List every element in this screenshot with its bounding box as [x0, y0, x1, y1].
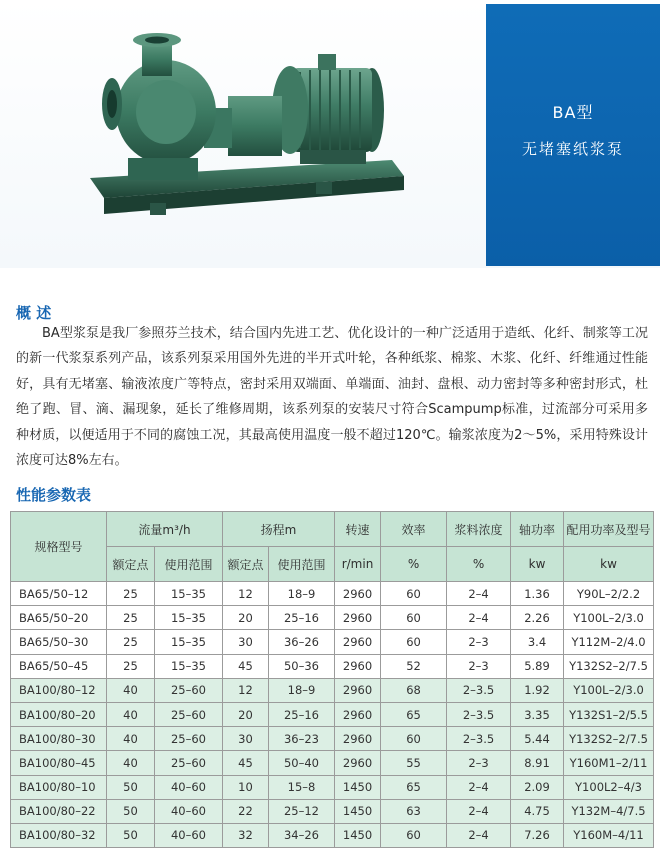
pump-photo: [0, 0, 486, 268]
table-row: [11, 606, 654, 630]
cell-flow-range: 40–60: [155, 799, 223, 823]
cell-model: BA100/80–32: [11, 823, 107, 847]
cell-motor: Y132M–4/7.5: [564, 799, 654, 823]
header-motor: 配用功率及型号: [564, 512, 654, 547]
cell-flow-range: 25–60: [155, 678, 223, 702]
cell-efficiency: 60: [381, 606, 447, 630]
cell-concentration: 2–4: [447, 606, 511, 630]
overview-paragraph: BA型浆泵是我厂参照芬兰技术，结合国内先进工艺、优化设计的一种广泛适用于造纸、化纤、制浆等工况的新一代浆泵系列产品，该系列泵采用国外先进的半开式叶轮，各种纸浆、棉浆、木浆、化纤、纤维通过性能好，具有无堵塞、输液浓度广等特点，密封采用双端面、单端面、油封、盘根、动力密封等多种密封形式，杜绝了跑、冒、滴、漏现象，延长了维修周期，该系列泵的安装尺寸符合Scampump标准，过流部分可采用多种材质，以便适用于不同的腐蚀工况，其最高使用温度一般不超过120℃。输浆浓度为2～5%，采用特殊设计浓度可达8%左右。: [16, 326, 648, 469]
cell-speed: 2960: [335, 606, 381, 630]
cell-concentration: 2–3: [447, 654, 511, 678]
cell-efficiency: 63: [381, 799, 447, 823]
cell-head-rated: 30: [223, 630, 269, 654]
cell-head-rated: 45: [223, 654, 269, 678]
cell-speed: 1450: [335, 799, 381, 823]
cell-head-range: 25–16: [269, 606, 335, 630]
cell-flow-range: 15–35: [155, 606, 223, 630]
cell-speed: 2960: [335, 654, 381, 678]
cell-model: BA100/80–20: [11, 702, 107, 726]
cell-shaft-power: 3.4: [511, 630, 564, 654]
table-row: [11, 727, 654, 751]
header-shaft-power-unit: kw: [511, 547, 564, 582]
header-speed: 转速: [335, 512, 381, 547]
header-efficiency-unit: %: [381, 547, 447, 582]
cell-concentration: 2–3: [447, 751, 511, 775]
table-header-row-1: [11, 512, 654, 547]
cell-concentration: 2–4: [447, 775, 511, 799]
cell-shaft-power: 2.09: [511, 775, 564, 799]
cell-flow-rated: 25: [107, 654, 155, 678]
header-speed-unit: r/min: [335, 547, 381, 582]
header-efficiency: 效率: [381, 512, 447, 547]
cell-model: BA100/80–30: [11, 727, 107, 751]
performance-table-container: [10, 511, 653, 848]
table-body: [11, 582, 654, 848]
cell-head-range: 25–16: [269, 702, 335, 726]
overview-heading: 概 述: [16, 304, 52, 322]
table-row: [11, 799, 654, 823]
cell-speed: 2960: [335, 630, 381, 654]
cell-motor: Y100L–2/3.0: [564, 678, 654, 702]
cell-motor: Y90L–2/2.2: [564, 582, 654, 606]
cell-concentration: 2–3: [447, 630, 511, 654]
header-shaft-power: 轴功率: [511, 512, 564, 547]
cell-efficiency: 65: [381, 775, 447, 799]
cell-head-rated: 32: [223, 823, 269, 847]
header-motor-unit: kw: [564, 547, 654, 582]
cell-motor: Y160M–4/11: [564, 823, 654, 847]
cell-concentration: 2–3.5: [447, 702, 511, 726]
product-name: 无堵塞纸浆泵: [521, 140, 624, 158]
cell-flow-range: 25–60: [155, 727, 223, 751]
cell-model: BA65/50–30: [11, 630, 107, 654]
cell-head-rated: 22: [223, 799, 269, 823]
cell-speed: 1450: [335, 775, 381, 799]
header-flow-range: 使用范围: [155, 547, 223, 582]
cell-model: BA65/50–45: [11, 654, 107, 678]
cell-motor: Y132S2–2/7.5: [564, 654, 654, 678]
header-concentration: 浆料浓度: [447, 512, 511, 547]
cell-flow-rated: 40: [107, 751, 155, 775]
cell-head-rated: 12: [223, 678, 269, 702]
header-flow: 流量m³/h: [107, 512, 223, 547]
product-title-panel: [486, 4, 660, 266]
cell-shaft-power: 2.26: [511, 606, 564, 630]
cell-efficiency: 68: [381, 678, 447, 702]
product-hero: [0, 0, 660, 268]
cell-shaft-power: 5.89: [511, 654, 564, 678]
cell-speed: 2960: [335, 582, 381, 606]
header-concentration-unit: %: [447, 547, 511, 582]
cell-efficiency: 55: [381, 751, 447, 775]
cell-head-range: 36–23: [269, 727, 335, 751]
table-row: [11, 751, 654, 775]
header-model: 规格型号: [11, 512, 107, 582]
cell-speed: 2960: [335, 702, 381, 726]
table-row: [11, 630, 654, 654]
cell-head-rated: 30: [223, 727, 269, 751]
cell-head-range: 50–36: [269, 654, 335, 678]
cell-head-range: 18–9: [269, 678, 335, 702]
table-row: [11, 654, 654, 678]
cell-model: BA100/80–45: [11, 751, 107, 775]
cell-head-range: 18–9: [269, 582, 335, 606]
cell-head-range: 50–40: [269, 751, 335, 775]
cell-efficiency: 60: [381, 727, 447, 751]
cell-motor: Y112M–2/4.0: [564, 630, 654, 654]
cell-concentration: 2–3.5: [447, 727, 511, 751]
cell-shaft-power: 7.26: [511, 823, 564, 847]
cell-speed: 2960: [335, 727, 381, 751]
table-row: [11, 702, 654, 726]
cell-head-rated: 12: [223, 582, 269, 606]
cell-shaft-power: 8.91: [511, 751, 564, 775]
cell-flow-rated: 40: [107, 702, 155, 726]
header-head-rated: 额定点: [223, 547, 269, 582]
cell-flow-rated: 25: [107, 606, 155, 630]
cell-model: BA65/50–12: [11, 582, 107, 606]
cell-efficiency: 65: [381, 702, 447, 726]
cell-shaft-power: 5.44: [511, 727, 564, 751]
cell-flow-range: 15–35: [155, 582, 223, 606]
cell-speed: 2960: [335, 678, 381, 702]
cell-shaft-power: 4.75: [511, 799, 564, 823]
table-row: [11, 775, 654, 799]
header-head: 扬程m: [223, 512, 335, 547]
product-model-label: BA型: [552, 103, 594, 122]
cell-flow-rated: 50: [107, 799, 155, 823]
cell-head-rated: 20: [223, 606, 269, 630]
table-row: [11, 582, 654, 606]
cell-efficiency: 60: [381, 823, 447, 847]
cell-shaft-power: 1.36: [511, 582, 564, 606]
cell-flow-range: 15–35: [155, 654, 223, 678]
cell-shaft-power: 3.35: [511, 702, 564, 726]
cell-flow-rated: 40: [107, 727, 155, 751]
cell-speed: 2960: [335, 751, 381, 775]
cell-efficiency: 52: [381, 654, 447, 678]
cell-motor: Y160M1–2/11: [564, 751, 654, 775]
table-header-row-2: [11, 547, 654, 582]
cell-motor: Y100L2–4/3: [564, 775, 654, 799]
cell-flow-range: 40–60: [155, 775, 223, 799]
cell-head-rated: 10: [223, 775, 269, 799]
header-flow-rated: 额定点: [107, 547, 155, 582]
cell-efficiency: 60: [381, 582, 447, 606]
cell-concentration: 2–3.5: [447, 678, 511, 702]
cell-concentration: 2–4: [447, 799, 511, 823]
cell-model: BA100/80–22: [11, 799, 107, 823]
cell-head-rated: 20: [223, 702, 269, 726]
cell-head-range: 15–8: [269, 775, 335, 799]
cell-head-rated: 45: [223, 751, 269, 775]
cell-flow-rated: 25: [107, 582, 155, 606]
cell-head-range: 36–26: [269, 630, 335, 654]
cell-flow-range: 15–35: [155, 630, 223, 654]
cell-motor: Y132S2–2/7.5: [564, 727, 654, 751]
cell-speed: 1450: [335, 823, 381, 847]
cell-flow-range: 40–60: [155, 823, 223, 847]
cell-motor: Y100L–2/3.0: [564, 606, 654, 630]
cell-model: BA65/50–20: [11, 606, 107, 630]
header-head-range: 使用范围: [269, 547, 335, 582]
cell-model: BA100/80–12: [11, 678, 107, 702]
cell-concentration: 2–4: [447, 823, 511, 847]
cell-flow-range: 25–60: [155, 702, 223, 726]
cell-head-range: 34–26: [269, 823, 335, 847]
cell-motor: Y132S1–2/5.5: [564, 702, 654, 726]
table-row: [11, 823, 654, 847]
cell-concentration: 2–4: [447, 582, 511, 606]
cell-flow-rated: 50: [107, 775, 155, 799]
cell-flow-rated: 50: [107, 823, 155, 847]
cell-flow-rated: 25: [107, 630, 155, 654]
table-row: [11, 678, 654, 702]
cell-efficiency: 60: [381, 630, 447, 654]
cell-flow-rated: 40: [107, 678, 155, 702]
cell-head-range: 25–12: [269, 799, 335, 823]
cell-model: BA100/80–10: [11, 775, 107, 799]
table-heading: 性能参数表: [16, 486, 92, 504]
performance-table: [10, 511, 654, 848]
cell-flow-range: 25–60: [155, 751, 223, 775]
cell-shaft-power: 1.92: [511, 678, 564, 702]
